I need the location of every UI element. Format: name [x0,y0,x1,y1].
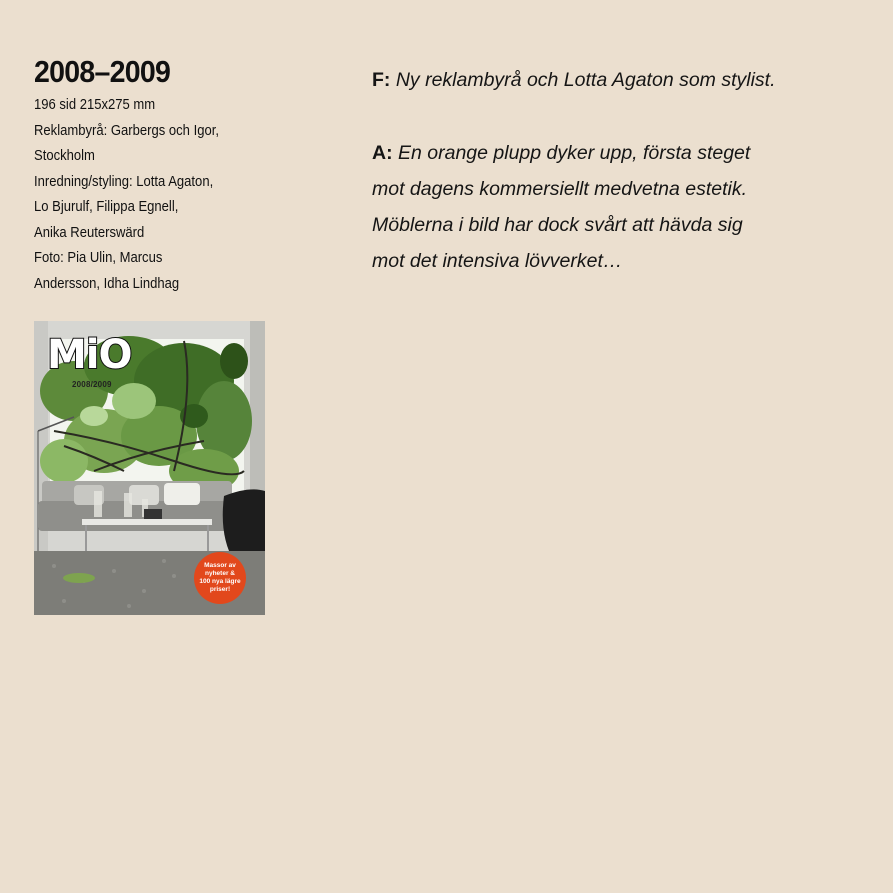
page-title: 2008–2009 [34,54,171,89]
meta-line-styling: Inredning/styling: Lotta Agaton, [34,173,214,190]
meta-line-styling-2: Lo Bjurulf, Filippa Egnell, [34,199,179,215]
meta-line-agency-city: Stockholm [34,148,95,164]
comment-a-label: A: [372,142,393,164]
comment-a-line: mot det intensiva lövverket… [372,250,623,272]
meta-line-photo: Foto: Pia Ulin, Marcus [34,250,163,266]
comment-a-line: Möblerna i bild har dock svårt att hävda sig [372,214,743,236]
commentary [372,62,872,279]
meta-line-agency: Reklambyrå: Garbergs och Igor, [34,122,219,139]
cover-year: 2008/2009 [72,380,112,389]
comment-f-label: F: [372,69,391,91]
catalog-cover-image [34,321,265,615]
meta-block [34,93,314,297]
comment-a-line: En orange plupp dyker upp, första steget [398,142,751,164]
meta-line-styling-3: Anika Reuterswärd [34,224,145,241]
catalog-info [34,54,314,297]
comment-f [372,62,872,98]
meta-line-photo-2: Andersson, Idha Lindhag [34,275,180,292]
comment-a-line: mot dagens kommersiellt medvetna estetik. [372,178,747,200]
comment-f-text: Ny reklambyrå och Lotta Agaton som stylist. [395,69,776,91]
cover-logo: MiO [47,332,132,378]
meta-line-pages: 196 sid 215x275 mm [34,97,156,113]
comment-a [372,135,872,279]
cover-price-badge: Massor av nyheter & 100 nya lägre priser! [194,552,246,604]
